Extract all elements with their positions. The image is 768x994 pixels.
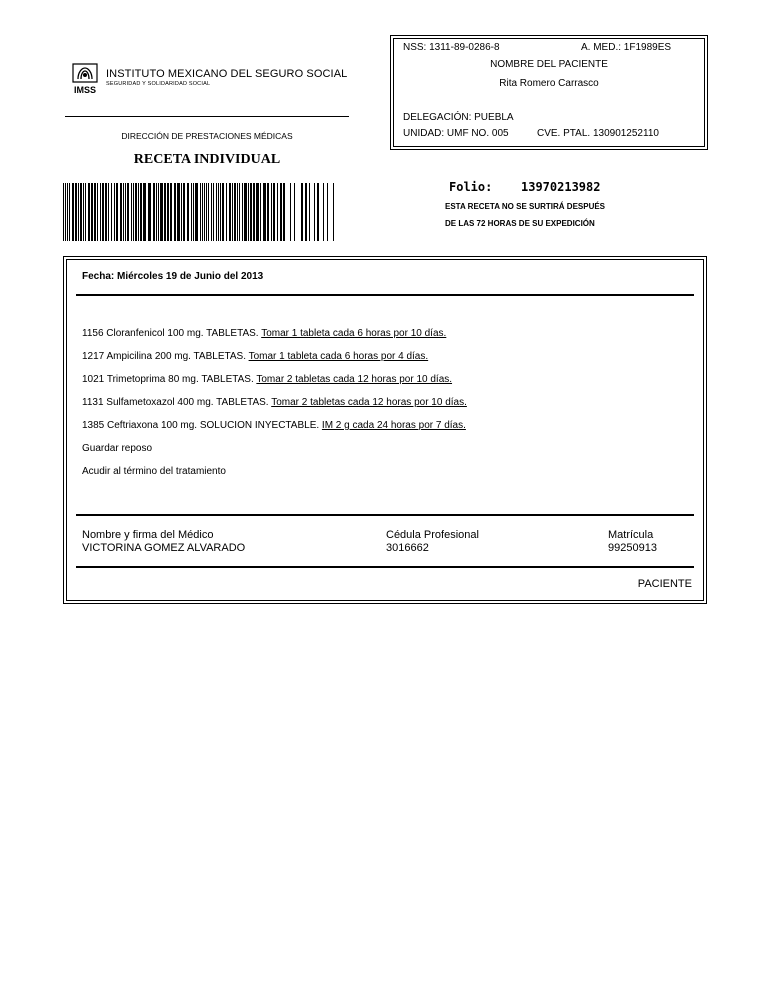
cedula-label: Cédula Profesional [386, 529, 479, 541]
barcode-bar [97, 183, 98, 241]
barcode-bar [290, 183, 291, 241]
prescription-item [82, 328, 446, 339]
drug-name: 1131 Sulfametoxazol 400 mg. TABLETAS. [82, 397, 269, 408]
barcode-bar [234, 183, 236, 241]
barcode [63, 183, 343, 241]
date-divider [76, 294, 694, 296]
barcode-bar [105, 183, 107, 241]
barcode-bar [195, 183, 198, 241]
instruction-rest: Guardar reposo [82, 443, 153, 454]
cedula-value: 3016662 [386, 542, 429, 554]
barcode-bar [239, 183, 240, 241]
drug-name: 1156 Cloranfenicol 100 mg. TABLETAS. [82, 328, 259, 339]
barcode-bar [273, 183, 275, 241]
barcode-bar [131, 183, 132, 241]
barcode-bar [301, 183, 303, 241]
institution-name: INSTITUTO MEXICANO DEL SEGURO SOCIAL [106, 68, 348, 80]
barcode-bar [88, 183, 90, 241]
patient-name-label: NOMBRE DEL PACIENTE [490, 59, 608, 70]
barcode-bar [67, 183, 68, 241]
barcode-bar [220, 183, 221, 241]
folio-label: Folio: [449, 180, 493, 194]
barcode-bar [213, 183, 214, 241]
footer-divider [76, 566, 694, 568]
folio-number: 13970213982 [521, 180, 601, 194]
unidad-field: UNIDAD: UMF NO. 005 [403, 128, 509, 139]
dosage-instructions: Tomar 1 tableta cada 6 horas por 10 días. [261, 328, 447, 339]
page-title: RECETA INDIVIDUAL [133, 152, 281, 167]
drug-name: 1217 Ampicilina 200 mg. TABLETAS. [82, 351, 246, 362]
dosage-instructions: Tomar 1 tableta cada 6 horas por 4 días. [248, 351, 429, 362]
barcode-bar [283, 183, 285, 241]
doctor-label: Nombre y firma del Médico [82, 529, 214, 541]
barcode-bar [244, 183, 247, 241]
barcode-bar [167, 183, 169, 241]
validity-notice-line-1: ESTA RECETA NO SE SURTIRÁ DESPUÉS [445, 202, 606, 211]
barcode-bar [317, 183, 319, 241]
validity-notice-line-2: DE LAS 72 HORAS DE SU EXPEDICIÓN [445, 219, 595, 228]
barcode-bar [206, 183, 207, 241]
barcode-bar [327, 183, 328, 241]
barcode-bar [72, 183, 74, 241]
svg-text:IMSS: IMSS [73, 85, 97, 94]
barcode-bar [156, 183, 157, 241]
barcode-bar [174, 183, 176, 241]
barcode-bar [125, 183, 126, 241]
barcode-bar [260, 183, 261, 241]
barcode-bar [191, 183, 192, 241]
barcode-bar [153, 183, 155, 241]
barcode-bar [309, 183, 310, 241]
barcode-bar [78, 183, 79, 241]
barcode-bar [108, 183, 109, 241]
barcode-bar [193, 183, 194, 241]
signature-divider [76, 514, 694, 516]
barcode-bar [140, 183, 142, 241]
barcode-bar [158, 183, 159, 241]
barcode-bar [65, 183, 66, 241]
barcode-bar [187, 183, 189, 241]
barcode-bar [277, 183, 278, 241]
barcode-bar [183, 183, 185, 241]
barcode-bar [85, 183, 86, 241]
barcode-bar [123, 183, 124, 241]
barcode-bar [294, 183, 295, 241]
a-med-field: A. MED.: 1F1989ES [581, 42, 672, 53]
barcode-bar [202, 183, 203, 241]
barcode-bar [135, 183, 137, 241]
barcode-bar [333, 183, 334, 241]
barcode-bar [280, 183, 282, 241]
matricula-value: 99250913 [608, 542, 657, 554]
drug-name: 1385 Ceftriaxona 100 mg. SOLUCION INYECTABLE. [82, 420, 320, 431]
barcode-bar [216, 183, 217, 241]
delegacion-field: DELEGACIÓN: PUEBLA [403, 112, 514, 123]
barcode-bar [138, 183, 139, 241]
barcode-bar [102, 183, 104, 241]
prescription-date: Fecha: Miércoles 19 de Junio del 2013 [82, 271, 264, 282]
barcode-bar [91, 183, 93, 241]
barcode-bar [204, 183, 205, 241]
doctor-name: VICTORINA GOMEZ ALVARADO [82, 542, 246, 554]
barcode-bar [232, 183, 233, 241]
barcode-bar [116, 183, 118, 241]
barcode-bar [222, 183, 224, 241]
barcode-bar [100, 183, 101, 241]
barcode-bar [127, 183, 129, 241]
imss-logo-icon [70, 62, 100, 94]
barcode-bar [120, 183, 122, 241]
dosage-instructions: Tomar 2 tabletas cada 12 horas por 10 días. [256, 374, 453, 385]
prescription-item [82, 397, 467, 408]
barcode-bar [237, 183, 238, 241]
barcode-bar [69, 183, 70, 241]
barcode-bar [80, 183, 82, 241]
barcode-bar [250, 183, 252, 241]
copy-label: PACIENTE [637, 578, 692, 590]
institution-motto: SEGURIDAD Y SOLIDARIDAD SOCIAL [106, 81, 211, 87]
barcode-bar [314, 183, 315, 241]
barcode-bar [256, 183, 259, 241]
barcode-bar [170, 183, 172, 241]
nss-field: NSS: 1311-89-0286-8 [403, 42, 500, 53]
dosage-instructions: IM 2 g cada 24 horas por 7 días. [321, 420, 466, 431]
header-divider [65, 116, 349, 117]
barcode-bar [305, 183, 307, 241]
prescription-item [82, 420, 466, 431]
barcode-bar [111, 183, 112, 241]
barcode-bar [211, 183, 212, 241]
barcode-bar [143, 183, 146, 241]
barcode-bar [229, 183, 231, 241]
cve-ptal-field: CVE. PTAL. 130901252110 [537, 128, 659, 139]
barcode-bar [148, 183, 151, 241]
matricula-label: Matrícula [608, 529, 654, 541]
barcode-bar [208, 183, 209, 241]
barcode-bar [267, 183, 269, 241]
barcode-bar [226, 183, 227, 241]
barcode-bar [133, 183, 134, 241]
dosage-instructions: Tomar 2 tabletas cada 12 horas por 10 días. [271, 397, 467, 408]
barcode-bar [248, 183, 249, 241]
barcode-bar [181, 183, 182, 241]
barcode-bar [114, 183, 115, 241]
direction-name: DIRECCIÓN DE PRESTACIONES MÉDICAS [121, 131, 293, 141]
patient-name: Rita Romero Carrasco [499, 78, 599, 89]
barcode-bar [75, 183, 77, 241]
instruction-follow-up: Acudir al término del tratamiento [82, 466, 226, 477]
barcode-bar [63, 183, 64, 241]
barcode-bar [200, 183, 201, 241]
barcode-bar [177, 183, 180, 241]
barcode-bar [160, 183, 163, 241]
barcode-bar [164, 183, 166, 241]
barcode-bar [253, 183, 255, 241]
prescription-item [82, 351, 428, 362]
barcode-bar [263, 183, 266, 241]
drug-name: 1021 Trimetoprima 80 mg. TABLETAS. [82, 374, 254, 385]
barcode-bar [323, 183, 324, 241]
barcode-bar [83, 183, 84, 241]
prescription-item [82, 374, 452, 385]
barcode-bar [218, 183, 219, 241]
barcode-bar [94, 183, 96, 241]
barcode-bar [271, 183, 272, 241]
barcode-bar [242, 183, 243, 241]
